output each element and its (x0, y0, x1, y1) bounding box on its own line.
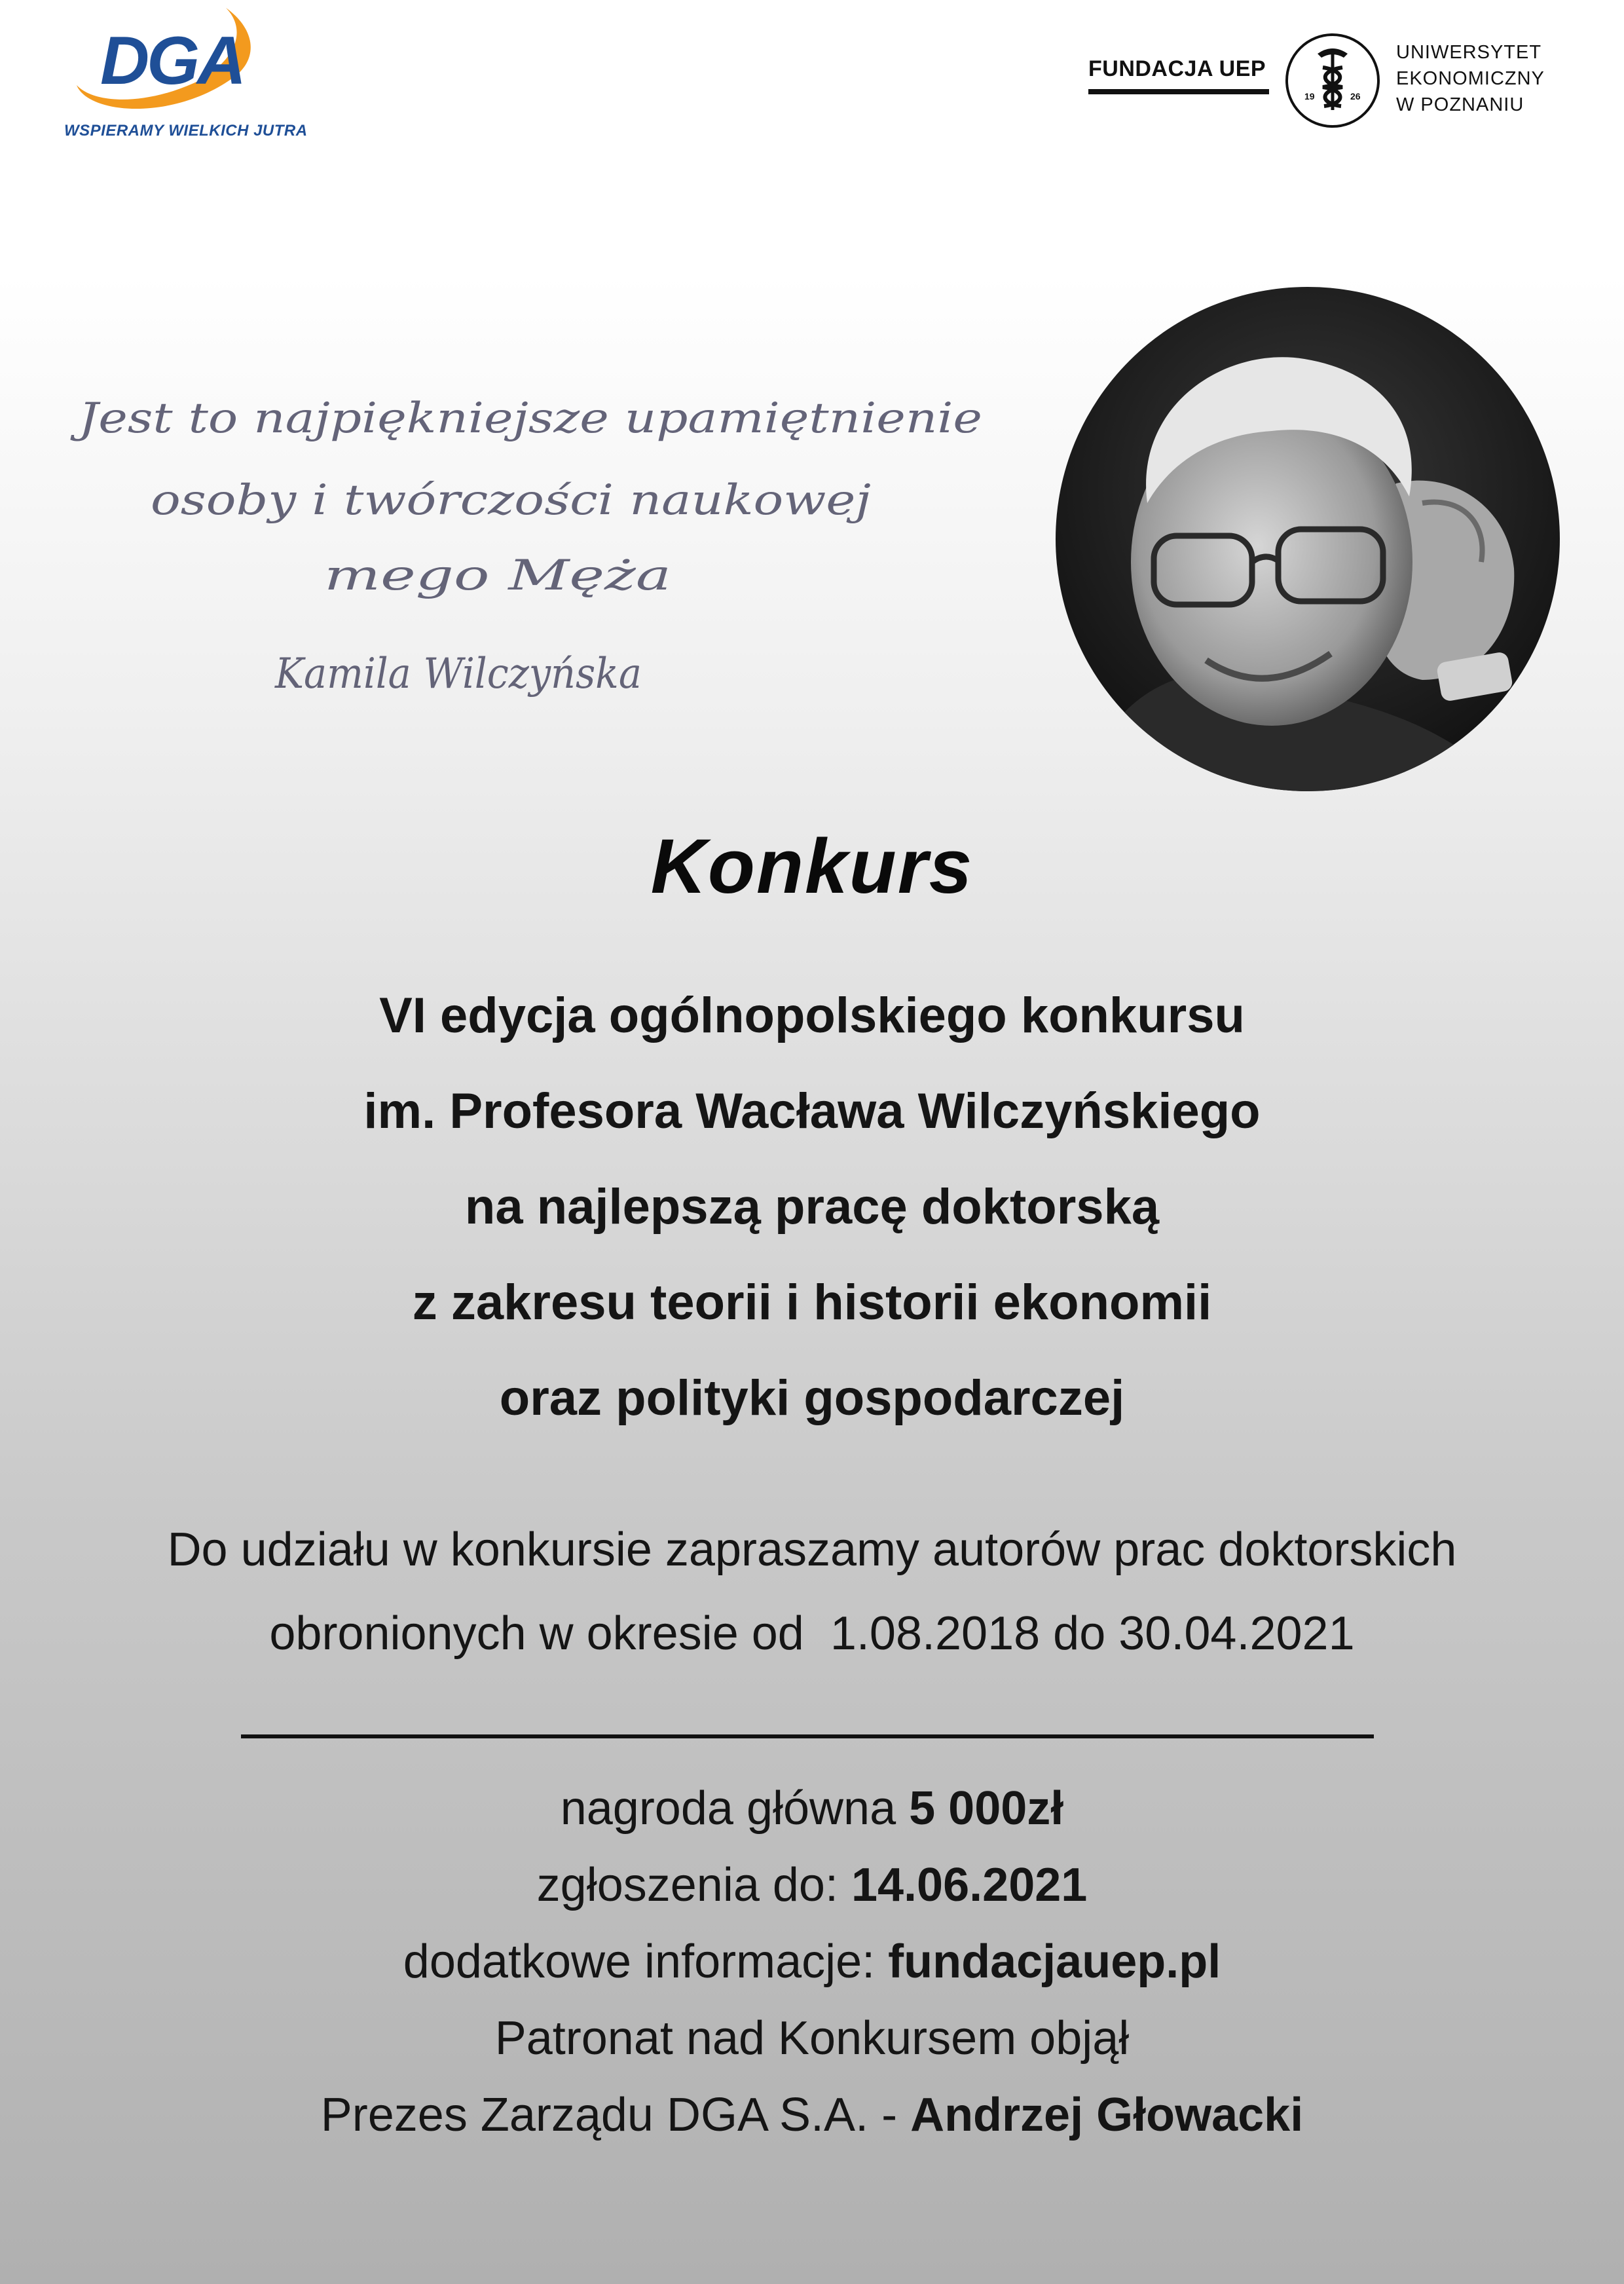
fundacja-uep-label: FUNDACJA UEP (1088, 56, 1266, 81)
patron-name: Andrzej Głowacki (910, 2089, 1304, 2141)
contest-description-line-5: oraz polityki gospodarczej (499, 1370, 1125, 1426)
deadline-line (0, 1847, 1624, 1924)
professor-portrait-photo (1056, 287, 1560, 791)
dedication-signature: Kamila Wilczyńska (274, 650, 642, 698)
fundacja-underline (1088, 89, 1269, 94)
more-info-link[interactable]: fundacjauep.pl (888, 1936, 1221, 1988)
invitation-period-dates: 1.08.2018 do 30.04.2021 (830, 1607, 1355, 1660)
deadline-value: 14.06.2021 (851, 1859, 1088, 1911)
uep-name-line-2: EKONOMICZNY (1396, 68, 1545, 89)
patronage-line: Patronat nad Konkursem objął (494, 2012, 1130, 2065)
patron-title: Prezes Zarządu DGA S.A. - (320, 2089, 911, 2141)
contest-description-line-4: z zakresu teorii i historii ekonomii (412, 1275, 1212, 1330)
invitation-line-2 (0, 1592, 1624, 1676)
prize-line (0, 1770, 1624, 1847)
dedication-line-2: osoby i twórczości naukowej (151, 476, 871, 525)
invitation-line-1: Do udziału w konkursie zapraszamy autorów prac doktorskich (167, 1524, 1457, 1576)
uep-name-line-1: UNIWERSYTET (1396, 42, 1542, 63)
invitation-period-label: obronionych w okresie od (269, 1607, 817, 1660)
section-divider (241, 1734, 1374, 1738)
more-info-label: dodatkowe informacje: (403, 1936, 889, 1988)
dedication-line-1: Jest to najpiękniejsze upamiętnienie (70, 394, 983, 443)
uep-name (1396, 39, 1545, 118)
contest-description-line-1: VI edycja ogólnopolskiego konkursu (379, 988, 1245, 1043)
patron-line (0, 2077, 1624, 2154)
dedication-line-3: mego Męża (324, 552, 671, 600)
prize-value: 5 000zł (909, 1782, 1064, 1835)
contest-description-line-3: na najlepszą pracę doktorską (464, 1179, 1160, 1235)
prize-label: nagroda główna (560, 1782, 910, 1835)
contest-description-line-2: im. Profesora Wacława Wilczyńskiego (363, 1083, 1261, 1139)
deadline-label: zgłoszenia do: (536, 1859, 851, 1911)
contest-description (0, 968, 1624, 1446)
uep-seal-year-left: 19 (1304, 91, 1315, 102)
uep-seal-year-right: 26 (1350, 91, 1361, 102)
handwritten-dedication (65, 341, 1035, 734)
uep-seal-logo (1283, 31, 1382, 130)
dga-logo-text: DGA (100, 23, 244, 99)
dga-tagline: WSPIERAMY WIELKICH JUTRA (64, 122, 308, 140)
uep-name-line-3: W POZNANIU (1396, 94, 1524, 115)
more-info-line (0, 1924, 1624, 2000)
contest-info (0, 1770, 1624, 2154)
invitation-text (0, 1508, 1624, 1676)
page-title: Konkurs (650, 823, 974, 910)
